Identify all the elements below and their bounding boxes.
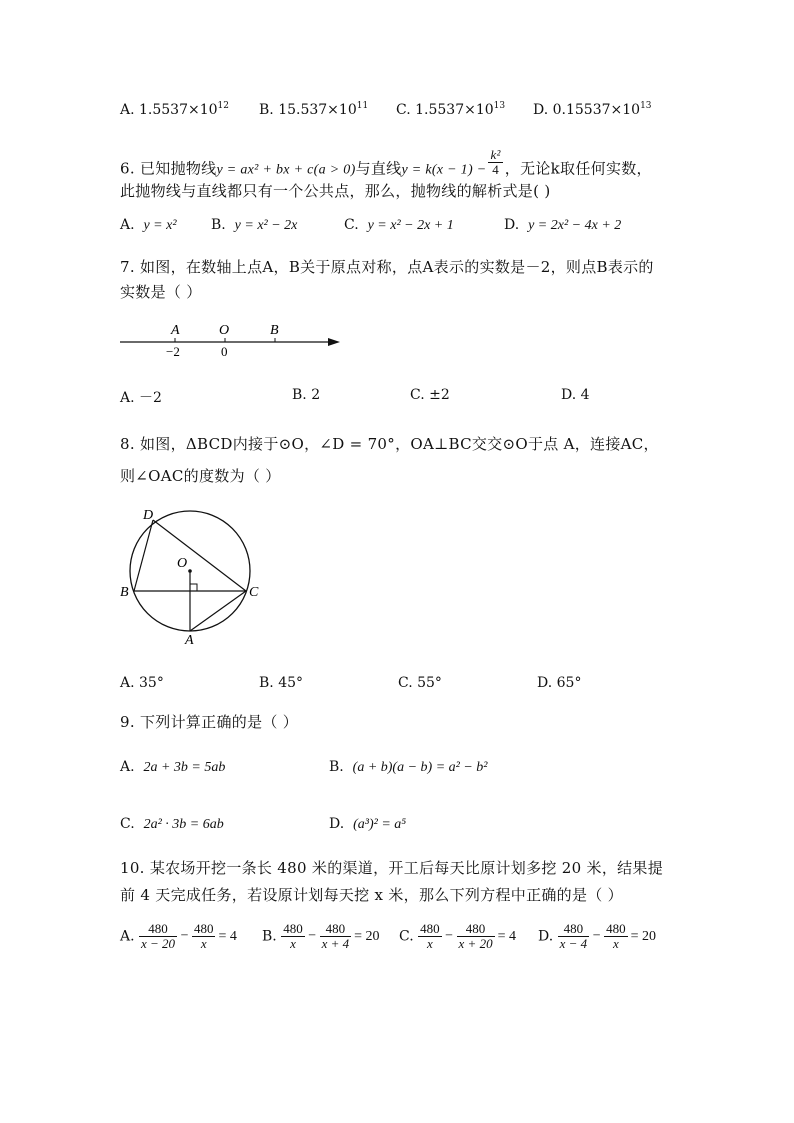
q7-option-c: C. ±2 [410,387,450,403]
q10-c-num1: 480 [420,921,440,936]
q10-option-a [120,922,237,951]
q10-d-den1: x − 4 [559,936,588,951]
q9-option-d-label: D. [329,816,345,832]
q6-option-a-label: A. [120,217,135,233]
q10-a-den1: x − 20 [141,936,176,951]
q8-chord-ac [190,591,246,631]
q9-option-d-expr: (a³)² = a⁵ [353,817,407,832]
q8-chord-dc [153,520,246,591]
q5-option-b-exp: 11 [356,101,369,111]
q10-b-den2: x + 4 [321,936,350,951]
q9-option-d [329,816,406,833]
q8-option-a: A. 35° [120,675,164,691]
q8-option-b: B. 45° [259,675,304,691]
q9-stem: 9. 下列计算正确的是（ ） [120,713,299,731]
q10-b-frac1 [281,922,305,951]
q10-d-rhs: = 20 [630,928,656,944]
q10-c-den1: x [426,936,433,951]
q7-tick-label-o: 0 [221,344,228,359]
q7-tick-label-a: −2 [166,344,180,359]
q7-stem-line1: 7. 如图，在数轴上点A，B关于原点对称，点A表示的实数是－2，则点B表示的 [120,258,654,276]
q5-option-a-text: A. 1.5537×10 [120,102,218,118]
q6-option-d [504,217,621,234]
q10-c-rhs: = 4 [497,928,516,944]
q10-b-num1: 480 [283,921,303,936]
q6-option-c-expr: y = x² − 2x + 1 [367,218,454,233]
q8-center-dot [188,569,192,573]
q9-option-a-label: A. [120,759,135,775]
q5-option-d [533,101,652,118]
q8-stem-line2: 则∠OAC的度数为（ ） [120,467,281,485]
q10-option-c [399,922,516,951]
q6-line-fraction [488,148,502,177]
q10-c-num2: 480 [457,922,495,937]
q10-c-den2: x + 20 [458,936,493,951]
q5-option-d-exp: 13 [640,101,652,111]
q5-option-a-exp: 12 [217,101,229,111]
q5-option-b [259,101,368,118]
q6-option-b-label: B. [211,217,226,233]
q10-d-den2: x [612,936,619,951]
q10-b-rhs: = 20 [354,928,380,944]
q9-option-b [329,759,488,776]
q8-label-a: A [185,633,194,647]
q5-option-c-text: C. 1.5537×10 [396,102,494,118]
q10-a-frac2 [192,922,216,951]
q6-option-c-label: C. [344,217,359,233]
q7-label-o: O [219,323,230,338]
q6-option-d-label: D. [504,217,520,233]
q9-option-c-expr: 2a² · 3b = 6ab [143,817,224,832]
q10-d-minus: − [589,928,605,944]
q10-a-frac1 [139,922,177,951]
q9-option-c-label: C. [120,816,135,832]
q8-label-d: D [143,508,154,523]
q10-option-c-label: C. [399,928,414,945]
q7-number-line [115,318,350,363]
q9-option-a-expr: 2a + 3b = 5ab [143,760,226,775]
q10-a-minus: − [177,928,192,944]
q6-option-d-expr: y = 2x² − 4x + 2 [528,218,622,233]
q5-option-b-text: B. 15.537×10 [259,102,357,118]
q6-line-frac-den: 4 [492,162,500,177]
q10-stem-line2: 前 4 天完成任务，若设原计划每天挖 x 米，那么下列方程中正确的是（ ） [120,886,623,904]
q10-d-num2: 480 [606,921,626,936]
q9-option-b-label: B. [329,759,344,775]
q6-mid: 与直线 [355,159,402,178]
q10-a-num1: 480 [139,922,177,937]
q6-option-c [344,217,454,234]
q6-lead: 6. 已知抛物线 [120,159,217,178]
q6-option-a [120,217,177,234]
q7-axis-arrow [328,338,340,346]
q7-option-a: A. －2 [120,390,162,406]
q6-option-b-expr: y = x² − 2x [234,218,298,233]
q6-parabola-expr: y = ax² + bx + c(a > 0) [216,162,356,178]
q7-option-b: B. 2 [292,387,321,403]
q8-chord-bd [134,520,153,591]
q10-option-d [538,922,656,951]
q6-stem-line2: 此抛物线与直线都只有一个公共点，那么，抛物线的解析式是( ) [120,182,551,200]
q10-b-den1: x [290,936,296,951]
q8-circle-figure [115,505,265,647]
q5-option-c [396,101,505,118]
q6-option-b [211,217,297,234]
q10-a-rhs: = 4 [218,928,237,944]
q8-label-b: B [120,585,129,600]
q9-option-a [120,759,225,776]
q8-stem-line1: 8. 如图，ΔBCD内接于⊙O，∠D = 70°，OA⊥BC交交⊙O于点 A，连接AC， [120,435,659,453]
q10-option-b-label: B. [262,928,277,945]
q6-tail: ，无论k取任何实数， [504,159,652,178]
q10-a-den2: x [200,936,207,951]
q7-label-a: A [171,323,180,338]
q8-option-c: C. 55° [398,675,442,691]
q5-option-a [120,101,229,118]
q10-stem-line1: 10. 某农场开挖一条长 480 米的渠道，开工后每天比原计划多挖 20 米，结果提 [120,859,664,877]
q6-line-frac-num: k² [490,147,501,162]
q10-b-minus: − [304,928,320,944]
q10-b-frac2 [320,922,352,951]
q8-label-c: C [249,585,259,600]
q7-option-d: D. 4 [561,387,590,403]
q8-option-d: D. 65° [537,675,582,691]
q6-option-a-expr: y = x² [143,218,177,233]
q10-option-a-label: A. [120,928,135,945]
q9-option-c [120,816,224,833]
q10-option-b [262,922,380,951]
q7-label-b: B [270,323,279,338]
q10-b-num2: 480 [320,922,352,937]
q10-option-d-label: D. [538,928,554,945]
q10-d-frac2 [604,922,628,951]
q9-option-b-expr: (a + b)(a − b) = a² − b² [352,760,488,775]
q5-option-c-exp: 13 [493,101,506,111]
q7-stem-line2: 实数是（ ） [120,283,202,301]
q8-right-angle-mark [190,584,197,591]
q10-c-frac2 [457,922,495,951]
q8-label-o: O [177,556,188,571]
q10-a-num2: 480 [193,921,214,936]
q10-d-frac1 [558,922,590,951]
q6-line-expr: y = k(x − 1) − [401,162,487,178]
q5-option-d-text: D. 0.15537×10 [533,102,641,118]
q10-c-frac1 [418,922,442,951]
q10-d-num1: 480 [558,922,590,937]
q10-c-minus: − [441,928,457,944]
